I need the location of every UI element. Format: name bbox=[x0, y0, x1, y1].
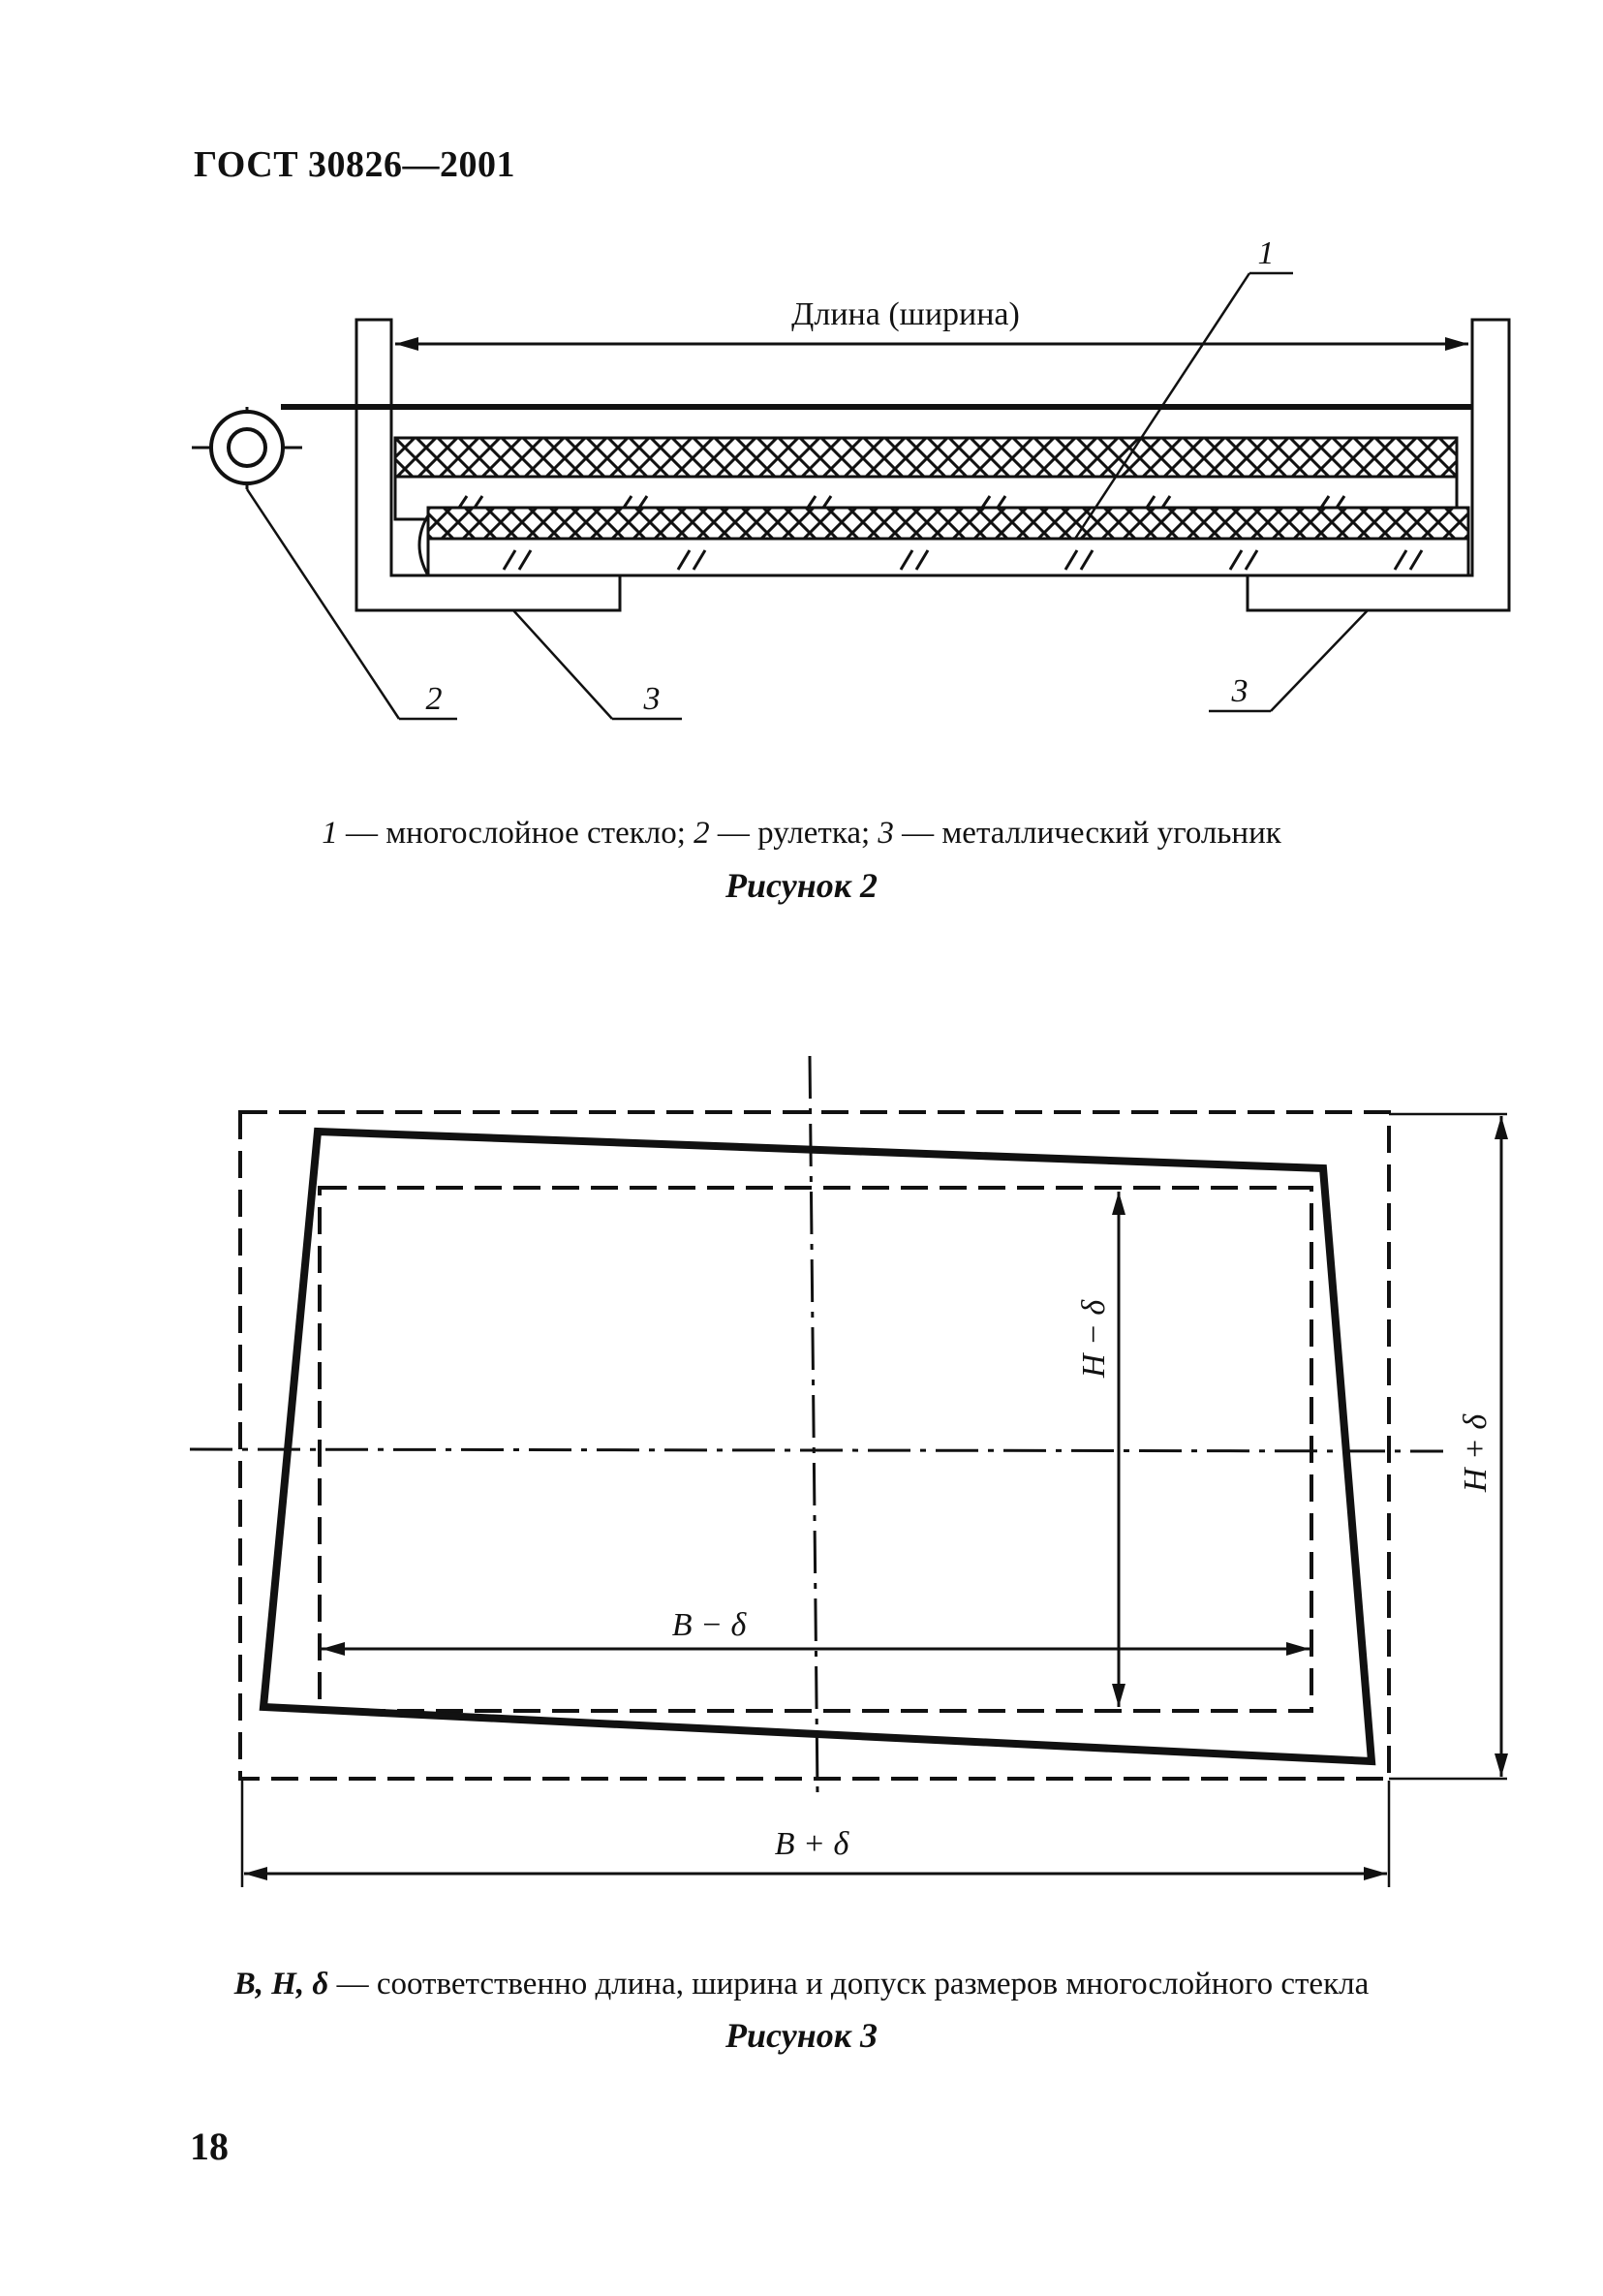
b-minus-delta-label: B − δ bbox=[671, 1607, 747, 1643]
legend-text-1: — многослойное стекло; bbox=[345, 816, 686, 851]
standard-header: ГОСТ 30826—2001 bbox=[194, 144, 516, 185]
legend-num-3: 3 bbox=[878, 816, 894, 851]
vertical-centerline bbox=[810, 1056, 817, 1794]
leader-2 bbox=[247, 489, 399, 719]
legend-num-1: 1 bbox=[322, 816, 338, 851]
callout-3-right: 3 bbox=[1231, 673, 1248, 709]
legend-num-2: 2 bbox=[694, 816, 710, 851]
b-plus-delta-label: B + δ bbox=[774, 1826, 849, 1862]
leader-3-right bbox=[1271, 610, 1368, 711]
legend-text-2: — рулетка; bbox=[717, 816, 871, 851]
callout-3-left: 3 bbox=[643, 681, 661, 717]
figure-2-drawing bbox=[0, 0, 1603, 756]
figure-2-title: Рисунок 2 bbox=[725, 866, 878, 905]
outer-tolerance-rect bbox=[240, 1112, 1389, 1779]
tape-measure-reel bbox=[192, 407, 302, 489]
callout-1: 1 bbox=[1257, 235, 1275, 271]
legend-description: — соответственно длина, ширина и допуск размеров многослойного стекла bbox=[336, 1967, 1370, 2001]
h-plus-delta-label: H + δ bbox=[1458, 1413, 1494, 1493]
length-dimension-label: Длина (ширина) bbox=[791, 296, 1020, 332]
lower-glass-pane bbox=[419, 508, 1468, 575]
h-minus-delta-label: H − δ bbox=[1076, 1299, 1112, 1379]
figure-3-drawing bbox=[0, 1046, 1603, 1918]
figure-3-legend bbox=[0, 1967, 1603, 2002]
horizontal-centerline bbox=[190, 1449, 1443, 1451]
leader-3-left bbox=[513, 610, 612, 719]
figure-3-title: Рисунок 3 bbox=[725, 2016, 878, 2055]
legend-symbols: B, H, δ bbox=[233, 1967, 329, 2001]
figure-2-legend bbox=[0, 816, 1603, 852]
page-number: 18 bbox=[190, 2125, 229, 2168]
callout-2: 2 bbox=[425, 681, 443, 717]
legend-text-3: — металлический угольник bbox=[902, 816, 1281, 851]
